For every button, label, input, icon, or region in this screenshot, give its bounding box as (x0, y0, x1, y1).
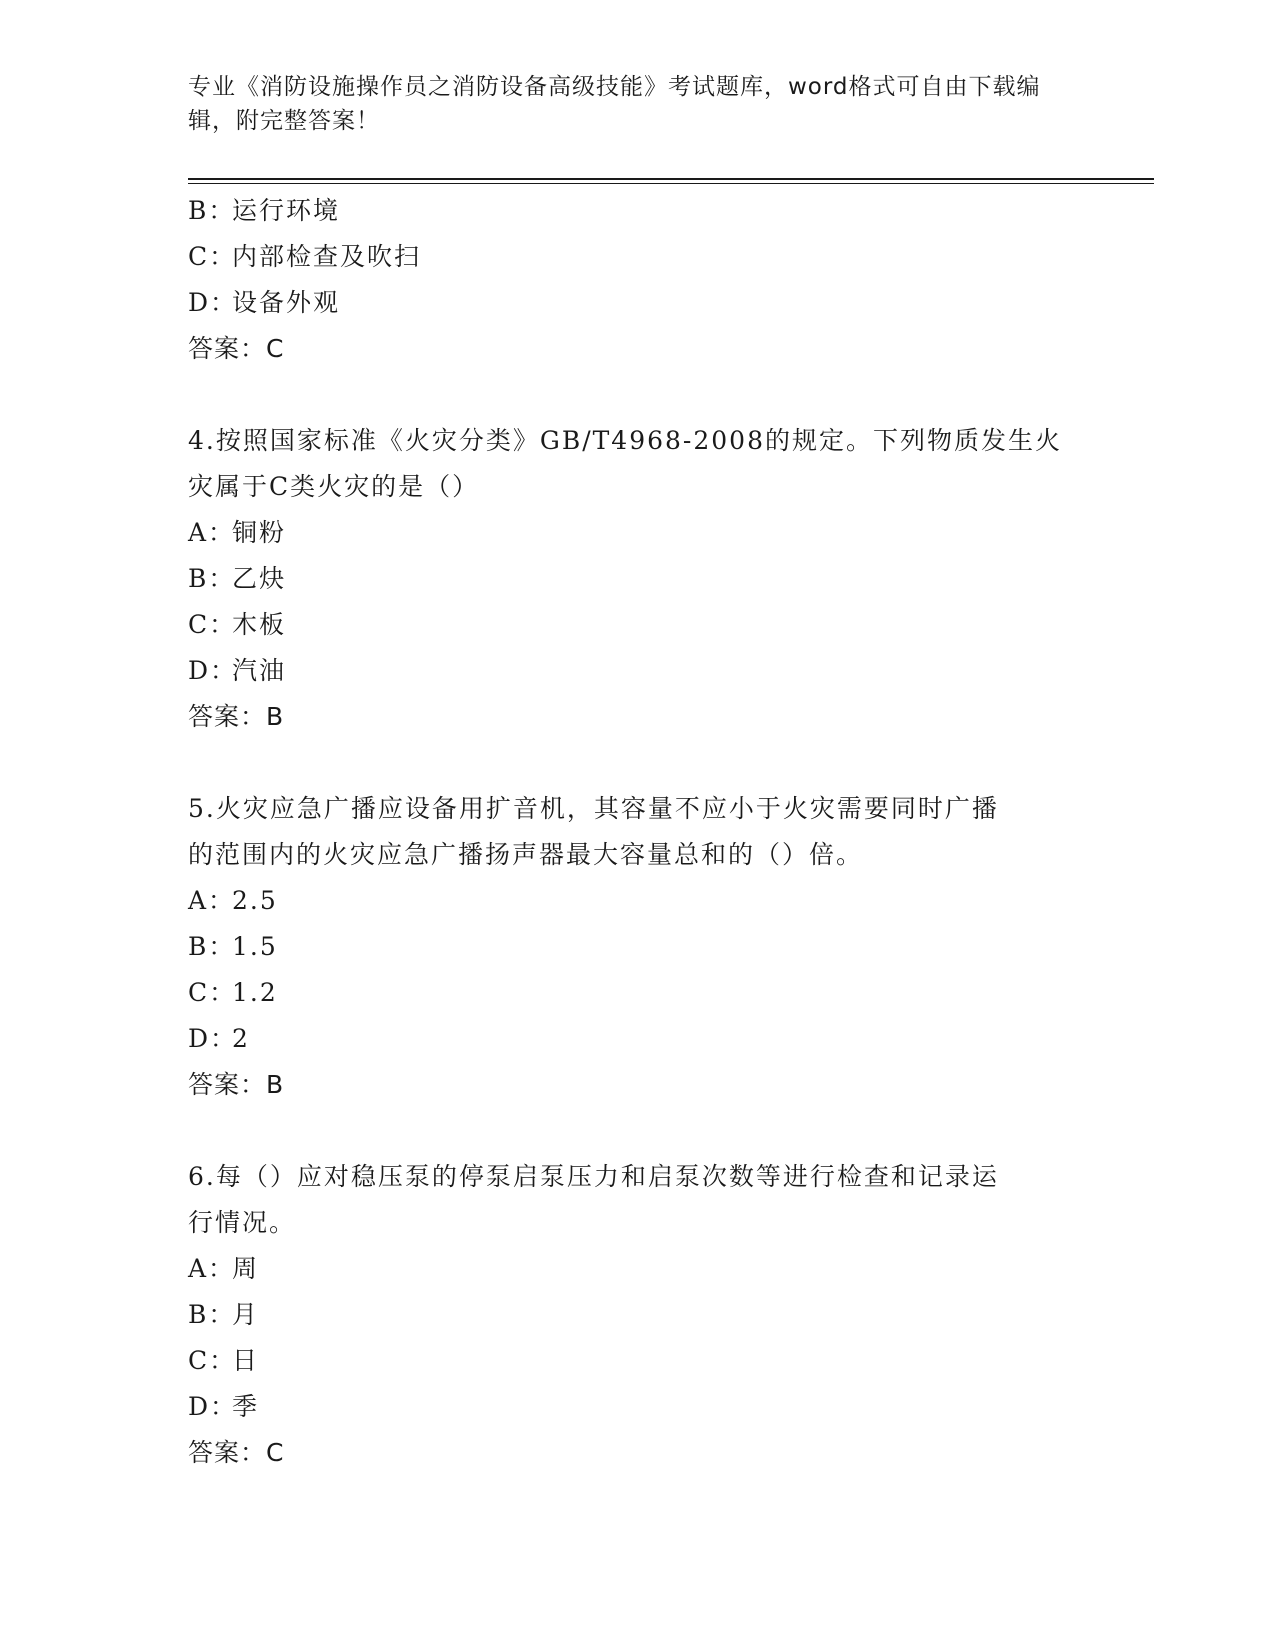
question-stem-line: 6.每（）应对稳压泵的停泵启泵压力和启泵次数等进行检查和记录运 (188, 1162, 999, 1191)
option-d: D：设备外观 (188, 288, 341, 317)
option-b: B：月 (188, 1300, 260, 1329)
question-stem-line: 4.按照国家标准《火灾分类》GB/T4968-2008的规定。下列物质发生火 (188, 426, 1062, 455)
answer-label: 答案：C (188, 334, 285, 363)
answer-label: 答案：B (188, 702, 285, 731)
question-stem-line: 5.火灾应急广播应设备用扩音机，其容量不应小于火灾需要同时广播 (188, 794, 999, 823)
option-c: C：内部检查及吹扫 (188, 242, 422, 271)
option-c: C：1.2 (188, 978, 278, 1007)
question-stem-line: 行情况。 (188, 1208, 297, 1237)
answer-label: 答案：B (188, 1070, 285, 1099)
option-b: B：运行环境 (188, 196, 341, 225)
option-a: A：铜粉 (188, 518, 287, 547)
option-b: B：1.5 (188, 932, 278, 961)
header-line-1: 专业《消防设施操作员之消防设备高级技能》考试题库，word格式可自由下载编 (188, 74, 1041, 100)
option-a: A：周 (188, 1254, 260, 1283)
document-header (188, 70, 1068, 138)
question-stem-line: 灾属于C类火灾的是（） (188, 472, 480, 501)
option-d: D：2 (188, 1024, 250, 1053)
header-line-2: 辑，附完整答案！ (188, 108, 380, 134)
option-c: C：日 (188, 1346, 260, 1375)
question-block-5 (188, 786, 1088, 1108)
option-d: D：汽油 (188, 656, 287, 685)
header-divider-thick (188, 178, 1154, 180)
question-stem-line: 的范围内的火灾应急广播扬声器最大容量总和的（）倍。 (188, 840, 864, 869)
question-block-3 (188, 188, 1088, 372)
question-block-6 (188, 1154, 1088, 1476)
question-block-4 (188, 418, 1088, 740)
option-a: A：2.5 (188, 886, 278, 915)
option-d: D：季 (188, 1392, 260, 1421)
question-list (188, 188, 1088, 1476)
header-divider-thin (188, 183, 1154, 184)
option-c: C：木板 (188, 610, 287, 639)
option-b: B：乙炔 (188, 564, 287, 593)
answer-label: 答案：C (188, 1438, 285, 1467)
